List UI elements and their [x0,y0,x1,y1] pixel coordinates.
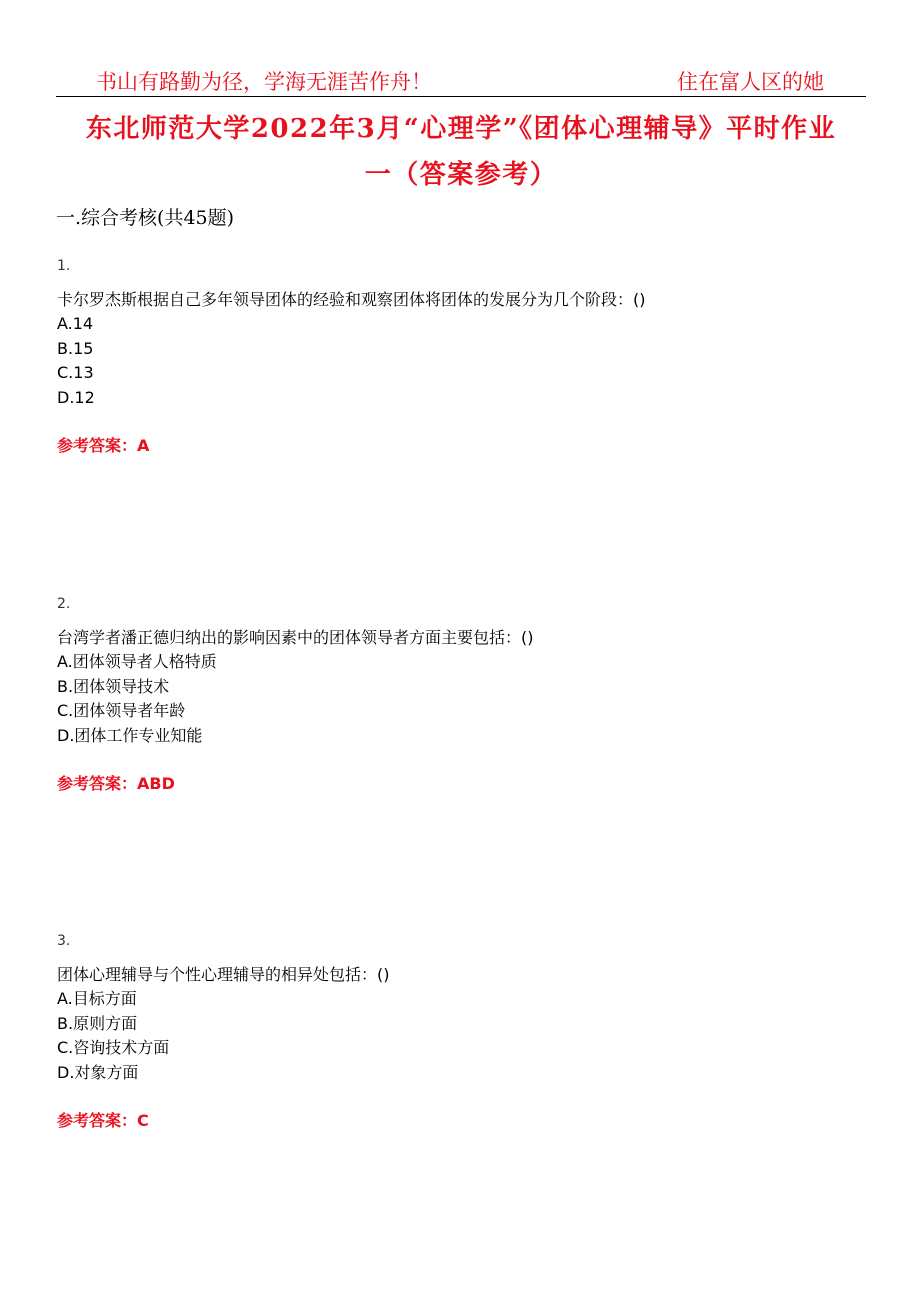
document-title-line-2: 一（答案参考） [364,160,558,190]
question-number: 3. [57,933,71,949]
option-b: B.15 [57,338,94,358]
question-stem: 卡尔罗杰斯根据自己多年领导团体的经验和观察团体将团体的发展分为几个阶段：() [57,290,646,309]
option-b: B.团体领导技术 [57,676,170,696]
option-c: C.咨询技术方面 [57,1038,170,1057]
section-heading: 一.综合考核(共45题) [56,207,235,229]
option-d: D.对象方面 [57,1062,139,1082]
option-a: A.目标方面 [57,989,137,1008]
option-d: D.12 [57,387,95,407]
option-d: D.团体工作专业知能 [57,725,203,745]
reference-answer: 参考答案：A [57,436,150,455]
option-a: A.14 [57,314,94,333]
question-number: 1. [57,258,71,274]
question-block [57,592,857,796]
question-block [57,254,857,458]
reference-answer: 参考答案：C [57,1111,149,1130]
option-a: A.团体领导者人格特质 [57,652,217,671]
reference-answer: 参考答案：ABD [57,774,175,793]
question-stem: 团体心理辅导与个性心理辅导的相异处包括：() [57,965,390,984]
document-title-line-1: 东北师范大学2022年3月“心理学”《团体心理辅导》平时作业 [85,114,837,144]
option-c: C.13 [57,363,94,382]
question-block [57,929,857,1133]
option-c: C.团体领导者年龄 [57,701,186,720]
header-motto: 书山有路勤为径，学海无涯苦作舟！ [96,70,432,94]
header-signature: 住在富人区的她 [677,70,824,94]
option-b: B.原则方面 [57,1013,138,1033]
question-number: 2. [57,596,71,612]
question-stem: 台湾学者潘正德归纳出的影响因素中的团体领导者方面主要包括：() [57,628,534,647]
document-title [56,106,866,198]
page-header [56,62,866,97]
